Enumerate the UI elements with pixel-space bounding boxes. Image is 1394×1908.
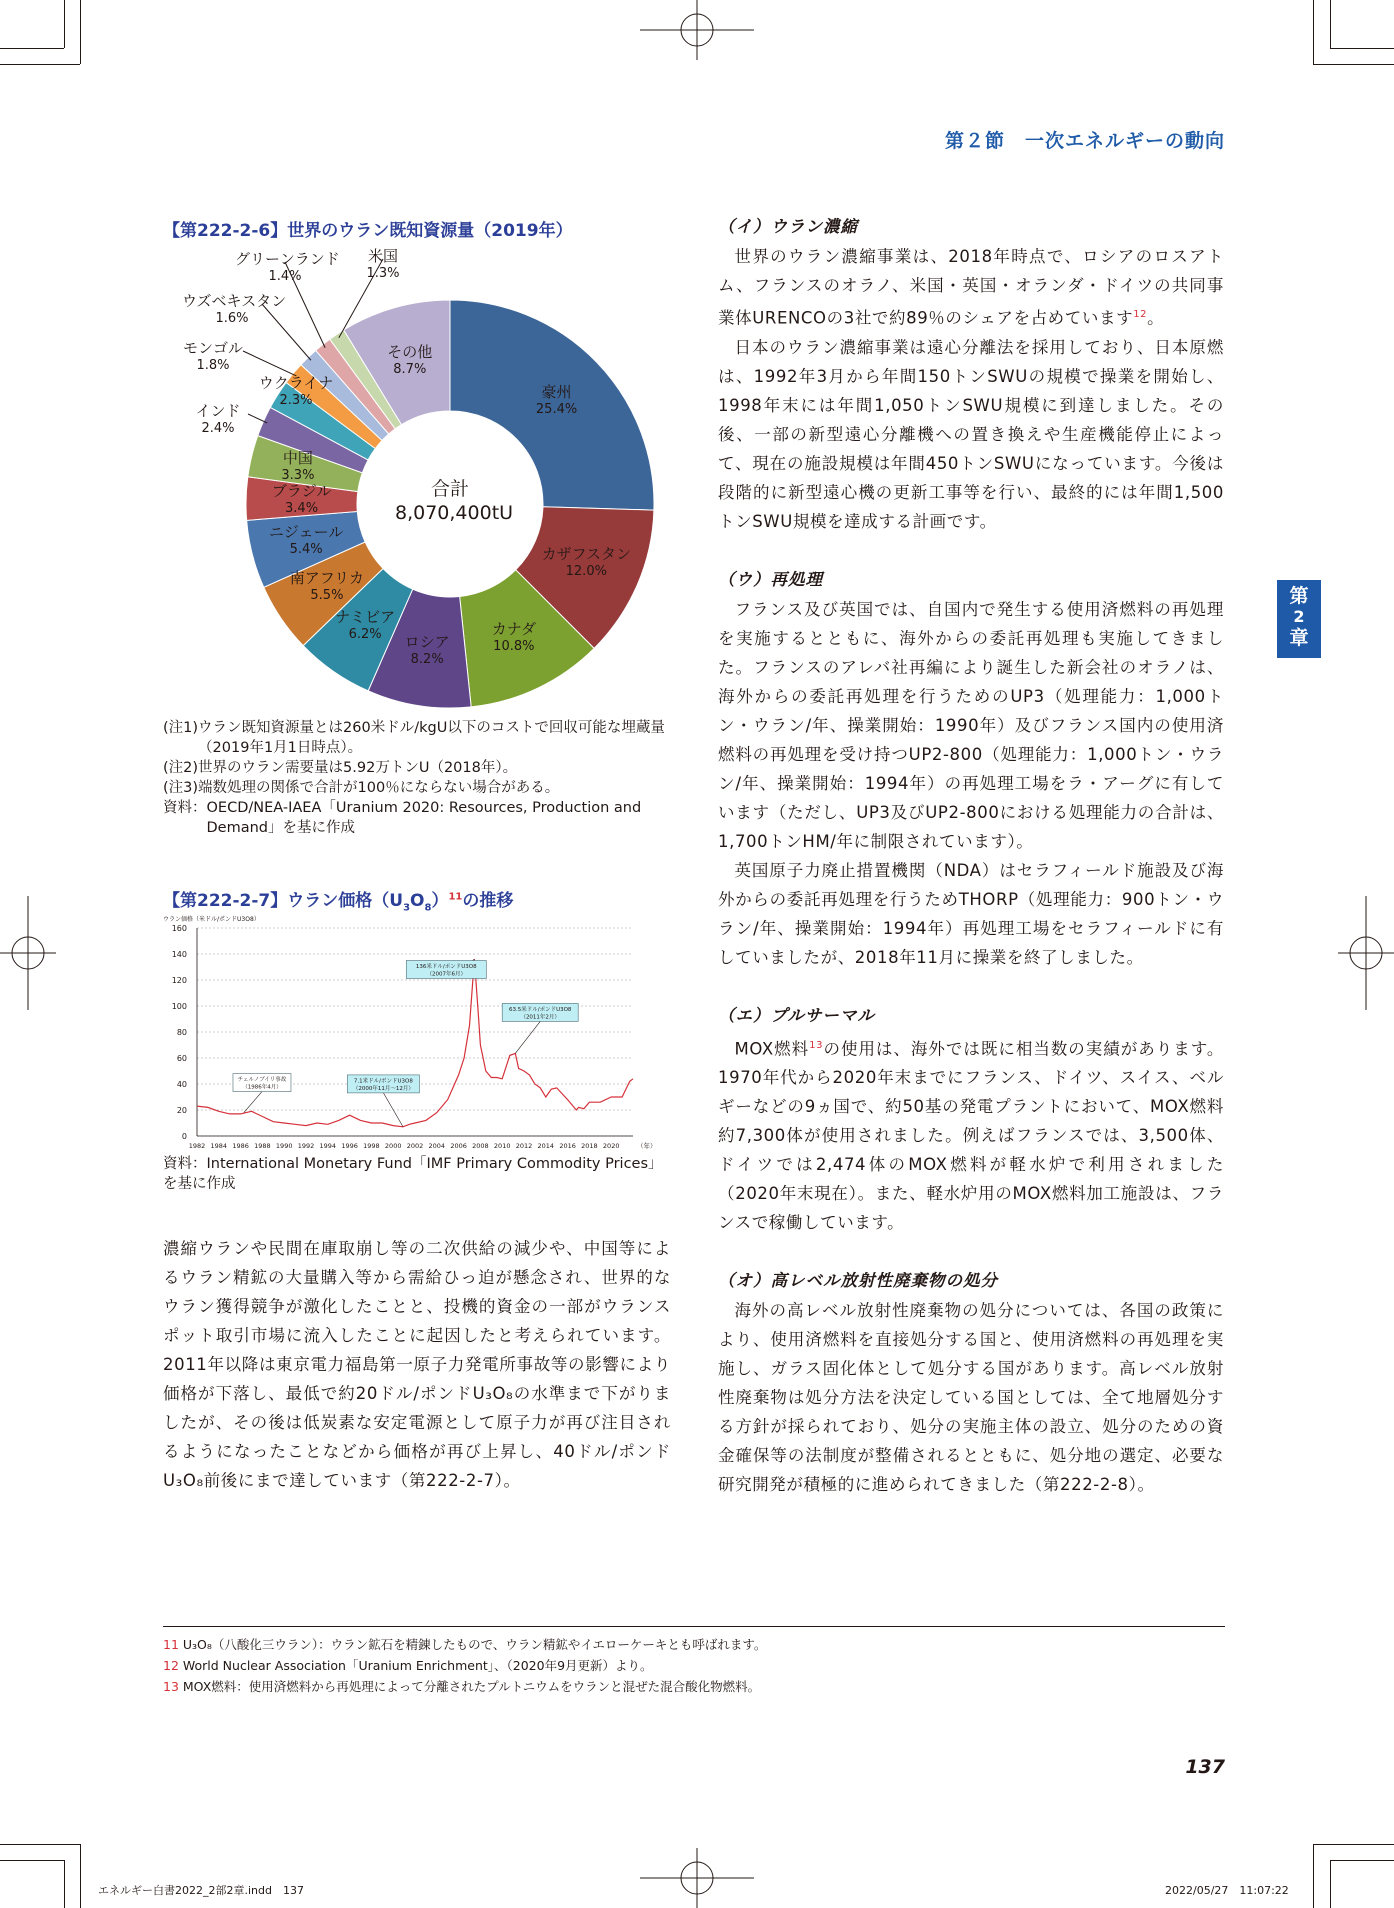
note-text: 端数処理の関係で合計が100％にならない場合がある。 [198, 780, 560, 796]
x-tick-label: 1984 [210, 1142, 228, 1150]
y-tick-label: 20 [176, 1106, 187, 1115]
pie-slice-label [163, 337, 263, 373]
body-paragraph: 英国原子力廃止措置機関（NDA）はセラフィールド施設及び海外からの委託再処理を行うためTHORP（処理能力：900トン・ウラン/年、操業開始：1994年）再処理工場をセラフィールドに有していましたが、2018年11月に操業を終了しました。 [718, 860, 1224, 967]
body-paragraph [718, 1031, 1224, 1238]
x-tick-label: 2004 [428, 1142, 446, 1150]
figure-2-title-part: の推移 [462, 891, 514, 911]
y-axis-label: ウラン価格（米ドル/ポンドU3O8） [163, 916, 260, 923]
figure-2-title-part: ） [431, 891, 449, 911]
y-tick-label: 80 [176, 1028, 187, 1037]
pie-slice-label [246, 372, 346, 408]
paragraph-text: の使用は、海外では既に相当数の実績があります。1970年代から2020年末までにフランス、ドイツ、スイス、ベルギーなどの9ヵ国で、約50基の発電プラントにおいて、MOX燃料約7,300体が使用されました。例えばフランスでは、3,500体、ドイツでは2,474体のMOX燃料が軽水炉で利用されました（2020年末現在）。また、軽水炉用のMOX燃料加工施設は、フランスで稼働しています。 [718, 1039, 1224, 1232]
x-tick-label: 2014 [537, 1142, 555, 1150]
donut-center-label: 合計 [430, 478, 469, 500]
pie-slice-label-name: グリーンランド [235, 250, 340, 268]
pie-slice-label [182, 290, 287, 326]
pie-slice-label [235, 248, 340, 284]
pie-slice-label-percent: 6.2% [348, 626, 382, 642]
chapter-tab [1277, 580, 1321, 658]
x-tick-label: 1994 [319, 1142, 337, 1150]
paragraph-text: 。 [1147, 308, 1165, 328]
registration-mark-left [0, 896, 56, 1010]
x-tick-label: 2020 [602, 1142, 620, 1150]
subsection-title-i: （イ）ウラン濃縮 [718, 217, 858, 236]
pie-slice-label-name: ウズベキスタン [182, 292, 287, 310]
note-key: 資料： [163, 800, 207, 816]
figure-2-title-subscript: 8 [424, 902, 432, 914]
footnote-ref-12[interactable]: 12 [1133, 309, 1148, 320]
donut-center [395, 477, 514, 525]
pie-slice-label-name: カザフスタン [541, 544, 631, 563]
footnotes [163, 1634, 1225, 1697]
chart-annotation-text: （1986年4月） [242, 1084, 282, 1091]
footnote [163, 1634, 1225, 1655]
pie-slice-label-name: ナミビア [335, 607, 396, 626]
note-key: (注2) [163, 760, 199, 776]
pie-slice-label-name: ニジェール [268, 522, 344, 541]
body-paragraph: 海外の高レベル放射性廃棄物の処分については、各国の政策により、使用済燃料を直接処分する国と、使用済燃料の再処理を実施し、ガラス固化体として処分する国があります。高レベル放射性廃棄物は処分方法を決定している国としては、全て地層処分する方針が採られており、処分の実施主体の設立、処分のための資金確保等の法制度が整備されるとともに、処分地の選定、必要な研究開発が積極的に進められてきました（第222-2-8）。 [718, 1301, 1224, 1494]
pie-slice-label-percent: 8.7% [393, 362, 427, 378]
pie-slice-label-name: カナダ [491, 620, 536, 639]
pie-slice-label [277, 567, 377, 603]
figure-1-title: 【第222-2-6】世界のウラン既知資源量（2019年） [163, 221, 573, 241]
pie-slice-label [256, 521, 356, 557]
figure-2-title-part: 【第222-2-7】ウラン価格（U [163, 891, 404, 911]
pie-slice-label-name: モンゴル [182, 339, 243, 357]
x-tick-label: 1996 [341, 1142, 358, 1150]
slug-left: エネルギー白書2022_2部2章.indd 137 [98, 1884, 304, 1897]
slug-right: 2022/05/27 11:07:22 [1165, 1884, 1289, 1897]
y-tick-label: 160 [171, 924, 187, 933]
pie-slice-label-percent: 5.5% [310, 588, 344, 604]
registration-mark-top [640, 0, 754, 60]
chart-annotation-text: （2007年6月） [426, 971, 467, 978]
subsection-title-e: （エ）プルサーマル [718, 1005, 875, 1025]
figure-1-notes [163, 718, 673, 838]
pie-slice-label-percent: 1.3% [366, 266, 400, 281]
pie-slice-label-name: ロシア [404, 632, 450, 651]
y-tick-label: 60 [176, 1054, 187, 1063]
pie-slice-label-name: 南アフリカ [289, 569, 365, 588]
callout-pointer [515, 1021, 540, 1053]
note-text: 世界のウラン需要量は5.92万トンU（2018年）。 [198, 760, 518, 776]
x-axis-label: （年） [637, 1142, 657, 1150]
pie-slice-label-name: インド [195, 402, 241, 420]
figure-2-source: 資料：International Monetary Fund「IMF Primary Commodity Prices」を基に作成 [163, 1156, 663, 1192]
pie-slice-label [333, 245, 433, 281]
pie-slice-label-name: その他 [387, 343, 433, 362]
paragraph-text: 世界のウラン濃縮事業は、2018年時点で、ロシアのロスアトム、フランスのオラノ、米国・英国・オランダ・ドイツの共同事業体URENCOの3社で約89％のシェアを占めています [718, 247, 1224, 328]
x-tick-label: 2000 [384, 1142, 402, 1150]
x-tick-label: 2016 [559, 1142, 576, 1150]
x-tick-label: 1982 [188, 1142, 206, 1150]
pie-slice-label-percent: 25.4% [535, 401, 578, 417]
pie-slice-label-percent: 3.4% [285, 501, 319, 517]
x-tick-label: 1990 [275, 1142, 293, 1150]
pie-slice-label [248, 447, 348, 483]
chart-annotation-text: 63.5米ドル/ポンドU3O8 [508, 1006, 572, 1013]
footnote-text: U₃O₈（八酸化三ウラン）：ウラン鉱石を精錬したもので、ウラン精鉱やイエローケーキとも呼ばれます。 [182, 1637, 767, 1652]
chapter-tab-line-3: 章 [1289, 627, 1309, 649]
note-row [163, 718, 673, 758]
pie-slice-label [252, 480, 352, 516]
y-tick-label: 40 [176, 1080, 187, 1089]
pie-slice-label-percent: 12.0% [565, 563, 607, 579]
x-tick-label: 1986 [232, 1142, 249, 1150]
body-paragraph: 濃縮ウランや民間在庫取崩し等の二次供給の減少や、中国等によるウラン精鉱の大量購入等から需給ひっ迫が懸念され、世界的なウラン獲得競争が激化したことと、投機的資金の一部がウランスポット取引市場に流入したことに起因したと考えられています。2011年以降は東京電力福島第一原子力発電所事故等の影響により価格が下落し、最低で約20ドル/ポンドU₃O₈の水準まで下がりましたが、その後は低炭素な安定電源として原子力が再び注目されるようになったことなどから価格が再び上昇し、40ドル/ポンドU₃O₈前後にまで達しています（第222-2-7）。 [163, 1239, 671, 1490]
pie-slice-label-percent: 1.8% [196, 358, 230, 373]
x-tick-label: 2002 [406, 1142, 424, 1150]
page-number: 137 [1185, 1756, 1225, 1778]
pie-slice-label-name: 中国 [282, 449, 313, 468]
body-paragraph: フランス及び英国では、自国内で発生する使用済燃料の再処理を実施するとともに、海外からの委託再処理も実施してきました。フランスのアレバ社再編により誕生した新会社のオラノは、海外からの委託再処理を行うためのUP3（処理能力：1,000トン・ウラン/年、操業開始：1990年）及びフランス国内の使用済燃料の再処理を受け持つUP2-800（処理能力：1,000トン・ウラン/年、操業開始：1994年）の再処理工場をラ・アーグに有しています（ただし、UP3及びUP2-800における処理能力の合計は、1,700トンHM/年に制限されています）。 [718, 599, 1224, 851]
note-text: OECD/NEA-IAEA「Uranium 2020: Resources, Production and Demand」を基に作成 [206, 800, 642, 836]
section-header: 第２節 一次エネルギーの動向 [944, 130, 1225, 152]
pie-slice-label [536, 543, 636, 579]
x-tick-label: 2010 [493, 1142, 511, 1150]
body-paragraph [718, 242, 1224, 333]
footnote-rule [163, 1626, 1225, 1627]
y-tick-label: 0 [181, 1132, 187, 1141]
pie-slice-label-percent: 8.2% [410, 651, 444, 667]
pie-slice-label-percent: 10.8% [493, 639, 535, 655]
footnote-number: 13 [163, 1679, 179, 1694]
pie-slice-label-percent: 3.3% [281, 468, 315, 484]
pie-slice-label-percent: 2.4% [201, 421, 235, 436]
pie-slice-label-percent: 5.4% [289, 541, 323, 557]
footnote-ref-11[interactable]: 11 [448, 891, 463, 903]
figure-2-title-part: O [410, 891, 425, 911]
chapter-tab-line-2: 2 [1293, 607, 1305, 626]
paragraph-text: MOX燃料 [734, 1039, 810, 1058]
note-row [163, 798, 673, 838]
footnote [163, 1655, 1225, 1676]
footnote-ref-13[interactable]: 13 [809, 1039, 824, 1051]
subsection-title-u: （ウ）再処理 [718, 569, 823, 589]
registration-mark-bottom [640, 1848, 754, 1908]
pie-slice-label-percent: 1.6% [215, 311, 249, 326]
chart-annotation-text: （2000年11月～12月） [352, 1085, 414, 1092]
chart-annotation-text: 7.1米ドル/ポンドU3O8 [353, 1078, 413, 1085]
pie-slice-label [464, 618, 564, 654]
footnote-text: World Nuclear Association「Uranium Enrichment」、（2020年9月更新）より。 [182, 1658, 653, 1673]
pie-slice-label-name: 米国 [367, 247, 398, 265]
chart-annotation-text: （2011年2月） [520, 1014, 560, 1021]
footnote-number: 12 [163, 1658, 179, 1673]
x-tick-label: 1992 [297, 1142, 315, 1150]
chapter-tab-line-1: 第 [1289, 585, 1309, 607]
footnote-number: 11 [163, 1637, 179, 1652]
x-tick-label: 1998 [363, 1142, 380, 1150]
note-text: ウラン既知資源量とは260米ドル/kgU以下のコストで回収可能な埋蔵量（2019年1月1日時点）。 [198, 720, 665, 756]
pie-slice-label-name: 豪州 [541, 382, 572, 401]
x-tick-label: 2006 [450, 1142, 467, 1150]
note-key: (注1) [163, 720, 199, 736]
note-row [163, 778, 673, 798]
pie-slice-label-percent: 1.4% [268, 269, 302, 284]
chart-annotation-text: チェルノブイリ事故 [237, 1077, 287, 1084]
pie-slice-label [507, 381, 607, 417]
y-tick-label: 140 [171, 950, 187, 959]
chart-annotation-text: 136米ドル/ポンドU3O8 [415, 964, 477, 970]
price-series-line [197, 959, 633, 1127]
pie-slice-label-percent: 2.3% [279, 393, 313, 408]
note-row [163, 758, 673, 778]
figure-2-title [163, 886, 513, 913]
left-body-text [163, 1234, 671, 1495]
x-tick-label: 2008 [472, 1142, 489, 1150]
uranium-price-line-chart [163, 912, 673, 1150]
y-tick-label: 120 [171, 976, 187, 985]
y-tick-label: 100 [171, 1002, 187, 1011]
registration-mark-right [1338, 896, 1394, 1010]
x-tick-label: 1988 [254, 1142, 271, 1150]
donut-center-value: 8,070,400tU [395, 502, 514, 524]
x-tick-label: 2018 [581, 1142, 598, 1150]
footnote-text: MOX燃料：使用済燃料から再処理によって分離されたプルトニウムをウランと混ぜた混合酸化物燃料。 [182, 1679, 761, 1694]
note-key: (注3) [163, 780, 199, 796]
right-column [718, 212, 1224, 1499]
x-tick-label: 2012 [515, 1142, 533, 1150]
footnote [163, 1676, 1225, 1697]
pie-slice-label-name: ブラジル [271, 482, 332, 501]
figure-2-title-subscript: 3 [403, 902, 411, 914]
subsection-title-o: （オ）高レベル放射性廃棄物の処分 [718, 1271, 998, 1290]
callout-pointer [244, 1092, 262, 1113]
body-paragraph: 日本のウラン濃縮事業は遠心分離法を採用しており、日本原燃は、1992年3月から年間150トンSWUの規模で操業を開始し、1998年末には年間1,050トンSWU規模に到達しました。その後、一部の新型遠心分離機への置き換えや生産機能停止によって、現在の施設規模は年間450トンSWUになっています。今後は段階的に新型遠心機の更新工事等を行い、最終的には年間1,500トンSWU規模を達成する計画です。 [718, 337, 1224, 531]
pie-slice-label-name: ウクライナ [258, 374, 334, 392]
pie-slice-label [315, 606, 415, 642]
pie-slice-label [360, 341, 460, 377]
